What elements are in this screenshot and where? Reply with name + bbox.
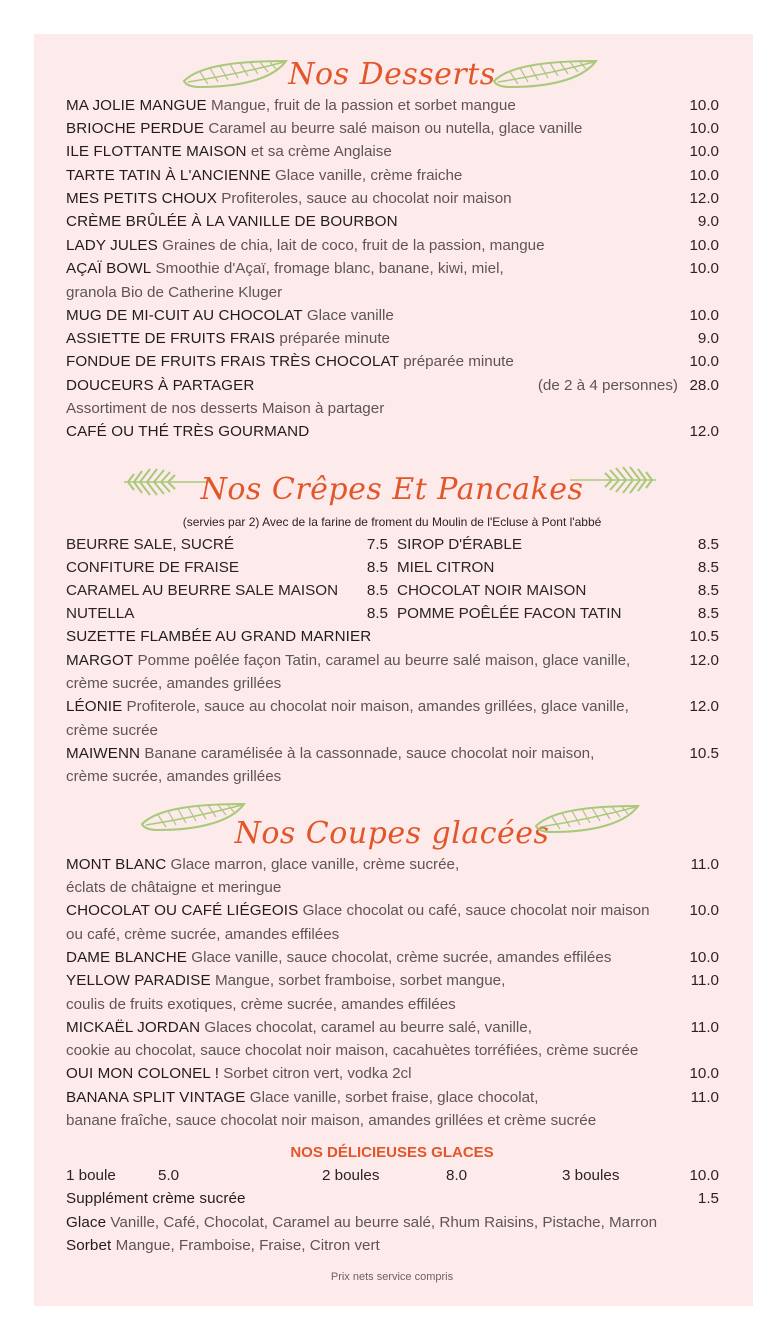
menu-item	[66, 327, 719, 350]
item-name: TARTE TATIN À L'ANCIENNE	[66, 167, 271, 184]
menu-item	[66, 1016, 719, 1039]
sorbet-flavors	[66, 1234, 719, 1257]
item-price: 8.5	[697, 559, 719, 576]
item-price: 8.5	[366, 582, 388, 599]
boule-label: 3 boules	[562, 1167, 620, 1184]
item-price: 12.0	[689, 652, 719, 669]
item-desc-continued: crème sucrée	[66, 722, 159, 739]
item-desc-continued: coulis de fruits exotiques, crème sucrée, amandes effilées	[66, 996, 456, 1013]
flavor-list: Vanille, Café, Chocolat, Caramel au beurre salé, Rhum Raisins, Pistache, Marron	[110, 1214, 658, 1231]
item-desc-continued: Assortiment de nos desserts Maison à partager	[66, 400, 385, 417]
boule-price: 8.0	[446, 1167, 468, 1184]
item-name: DOUCEURS À PARTAGER	[66, 377, 255, 394]
item-name: BEURRE SALE, SUCRÉ	[66, 536, 234, 553]
item-price: 9.0	[697, 330, 719, 347]
item-name: OUI MON COLONEL !	[66, 1065, 220, 1082]
supplement-label: Supplément crème sucrée	[66, 1190, 246, 1207]
menu-item	[66, 164, 719, 187]
glaces-heading: NOS DÉLICIEUSES GLACES	[290, 1144, 494, 1161]
item-desc: Smoothie d'Açaï, fromage blanc, banane, kiwi, miel,	[155, 260, 504, 277]
item-price: 10.5	[689, 745, 719, 762]
item-name: MIEL CITRON	[397, 559, 495, 576]
item-desc: Glace vanille, sorbet fraise, glace chocolat,	[249, 1089, 539, 1106]
item-name: MONT BLANC	[66, 856, 167, 873]
item-price: 10.0	[689, 949, 719, 966]
menu-item	[66, 853, 719, 876]
item-price: 8.5	[697, 536, 719, 553]
menu-item	[66, 946, 719, 969]
fern-ornament-icon	[568, 462, 660, 498]
glace-flavors	[66, 1211, 719, 1234]
item-name: MES PETITS CHOUX	[66, 190, 217, 207]
item-desc: Sorbet citron vert, vodka 2cl	[223, 1065, 412, 1082]
item-name: CHOCOLAT OU CAFÉ LIÉGEOIS	[66, 902, 299, 919]
item-name: DAME BLANCHE	[66, 949, 188, 966]
item-desc: préparée minute	[403, 353, 514, 370]
item-price: 11.0	[690, 1089, 719, 1106]
item-desc: Mangue, fruit de la passion et sorbet mangue	[210, 97, 516, 114]
menu-item	[66, 899, 719, 922]
item-desc-continued: crème sucrée, amandes grillées	[66, 768, 282, 785]
menu-item-pair	[66, 579, 719, 602]
item-price: 8.5	[697, 582, 719, 599]
section-subtitle: (servies par 2) Avec de la farine de froment du Moulin de l'Ecluse à Pont l'abbé	[182, 515, 602, 529]
item-desc: préparée minute	[279, 330, 390, 347]
item-name: ILE FLOTTANTE MAISON	[66, 143, 247, 160]
footer-note: Prix nets service compris	[330, 1271, 454, 1283]
item-name: MUG DE MI-CUIT AU CHOCOLAT	[66, 307, 303, 324]
menu-item	[66, 117, 719, 140]
item-price: 10.0	[689, 902, 719, 919]
boule-label: 2 boules	[322, 1167, 380, 1184]
item-desc: Glace marron, glace vanille, crème sucrée,	[170, 856, 460, 873]
item-price: 7.5	[366, 536, 388, 553]
item-name: MA JOLIE MANGUE	[66, 97, 207, 114]
item-name: POMME POÊLÉE FACON TATIN	[397, 605, 622, 622]
item-price: 10.5	[689, 628, 719, 645]
item-name: MICKAËL JORDAN	[66, 1019, 201, 1036]
item-price: 10.0	[689, 353, 719, 370]
menu-item-pair	[66, 556, 719, 579]
item-desc-continued: granola Bio de Catherine Kluger	[66, 284, 283, 301]
item-name: BANANA SPLIT VINTAGE	[66, 1089, 246, 1106]
item-desc: Caramel au beurre salé maison ou nutella, glace vanille	[208, 120, 583, 137]
item-price: 11.0	[690, 1019, 719, 1036]
item-name: LÉONIE	[66, 698, 123, 715]
item-desc: Profiteroles, sauce au chocolat noir maison	[221, 190, 512, 207]
boules-prices	[66, 1164, 719, 1187]
item-price: 12.0	[689, 190, 719, 207]
item-price: 10.0	[689, 167, 719, 184]
item-name: NUTELLA	[66, 605, 135, 622]
section-title-desserts: Nos Desserts	[288, 57, 496, 92]
item-price: 10.0	[689, 97, 719, 114]
menu-item	[66, 187, 719, 210]
menu-item	[66, 742, 719, 765]
menu-item	[66, 234, 719, 257]
item-desc: Glace vanille, sauce chocolat, crème sucrée, amandes effilées	[191, 949, 612, 966]
item-desc: et sa crème Anglaise	[250, 143, 392, 160]
item-price: 10.0	[689, 260, 719, 277]
item-name: MARGOT	[66, 652, 134, 669]
item-price: 10.0	[689, 1065, 719, 1082]
item-desc: Glace vanille, crème fraiche	[274, 167, 463, 184]
item-desc: Glace vanille	[306, 307, 394, 324]
item-name: LADY JULES	[66, 237, 158, 254]
supplement-row	[66, 1187, 719, 1210]
item-name: SIROP D'ÉRABLE	[397, 536, 523, 553]
item-desc: Mangue, sorbet framboise, sorbet mangue,	[214, 972, 506, 989]
item-desc: Glace chocolat ou café, sauce chocolat noir maison	[302, 902, 650, 919]
menu-item	[66, 304, 719, 327]
item-price: 10.0	[689, 120, 719, 137]
item-desc: Graines de chia, lait de coco, fruit de la passion, mangue	[162, 237, 545, 254]
leaf-ornament-icon	[490, 57, 600, 91]
item-desc: Glaces chocolat, caramel au beurre salé, vanille,	[204, 1019, 532, 1036]
flavor-type: Glace	[66, 1214, 107, 1231]
item-price: 8.5	[366, 559, 388, 576]
item-name: CRÈME BRÛLÉE À LA VANILLE DE BOURBON	[66, 213, 398, 230]
item-price: 10.0	[689, 237, 719, 254]
flavor-type: Sorbet	[66, 1237, 112, 1254]
item-name: ASSIETTE DE FRUITS FRAIS	[66, 330, 276, 347]
item-price: 12.0	[689, 423, 719, 440]
boule-price: 5.0	[158, 1167, 180, 1184]
item-price: 11.0	[690, 972, 719, 989]
menu-item	[66, 420, 719, 443]
item-price: 11.0	[690, 856, 719, 873]
menu-item-pair	[66, 533, 719, 556]
menu-item	[66, 1062, 719, 1085]
item-price: 28.0	[689, 377, 719, 394]
item-name: FONDUE DE FRUITS FRAIS TRÈS CHOCOLAT	[66, 353, 399, 370]
item-name: CAFÉ OU THÉ TRÈS GOURMAND	[66, 423, 310, 440]
item-price: 10.0	[689, 307, 719, 324]
menu-item	[66, 695, 719, 718]
menu-item	[66, 625, 719, 648]
item-desc-continued: ou café, crème sucrée, amandes effilées	[66, 926, 340, 943]
menu-item	[66, 257, 719, 280]
item-desc: Profiterole, sauce au chocolat noir maison, amandes grillées, glace vanille,	[126, 698, 629, 715]
menu-item	[66, 350, 719, 373]
boule-price: 10.0	[689, 1167, 719, 1184]
section-title-crepes: Nos Crêpes Et Pancakes	[200, 472, 584, 507]
item-name: YELLOW PARADISE	[66, 972, 211, 989]
item-desc-continued: éclats de châtaigne et meringue	[66, 879, 282, 896]
section-title-coupes: Nos Coupes glacées	[234, 816, 550, 851]
item-price: 10.0	[689, 143, 719, 160]
item-name: AÇAÏ BOWL	[66, 260, 152, 277]
menu-item	[66, 374, 719, 397]
item-desc: Banane caramélisée à la cassonnade, sauce chocolat noir maison,	[144, 745, 595, 762]
menu-item-pair	[66, 602, 719, 625]
menu-item	[66, 1086, 719, 1109]
item-name: CONFITURE DE FRAISE	[66, 559, 239, 576]
item-desc-continued: banane fraîche, sauce chocolat noir maison, amandes grillées et crème sucrée	[66, 1112, 597, 1129]
item-price: 8.5	[366, 605, 388, 622]
item-desc-continued: cookie au chocolat, sauce chocolat noir maison, cacahuètes torréfiées, crème sucrée	[66, 1042, 639, 1059]
item-price: 9.0	[697, 213, 719, 230]
supplement-price: 1.5	[697, 1190, 719, 1207]
menu-item	[66, 969, 719, 992]
item-name: MAIWENN	[66, 745, 141, 762]
item-name: BRIOCHE PERDUE	[66, 120, 205, 137]
item-name: SUZETTE FLAMBÉE AU GRAND MARNIER	[66, 628, 372, 645]
boule-label: 1 boule	[66, 1167, 116, 1184]
item-note: (de 2 à 4 personnes)	[537, 377, 678, 394]
menu-item	[66, 210, 719, 233]
menu-item	[66, 94, 719, 117]
item-desc-continued: crème sucrée, amandes grillées	[66, 675, 282, 692]
flavor-list: Mangue, Framboise, Fraise, Citron vert	[115, 1237, 380, 1254]
item-price: 8.5	[697, 605, 719, 622]
menu-item	[66, 140, 719, 163]
item-name: CARAMEL AU BEURRE SALE MAISON	[66, 582, 339, 599]
leaf-ornament-icon	[532, 802, 642, 836]
item-desc: Pomme poêlée façon Tatin, caramel au beurre salé maison, glace vanille,	[137, 652, 631, 669]
item-name: CHOCOLAT NOIR MAISON	[397, 582, 587, 599]
menu-item	[66, 649, 719, 672]
item-price: 12.0	[689, 698, 719, 715]
